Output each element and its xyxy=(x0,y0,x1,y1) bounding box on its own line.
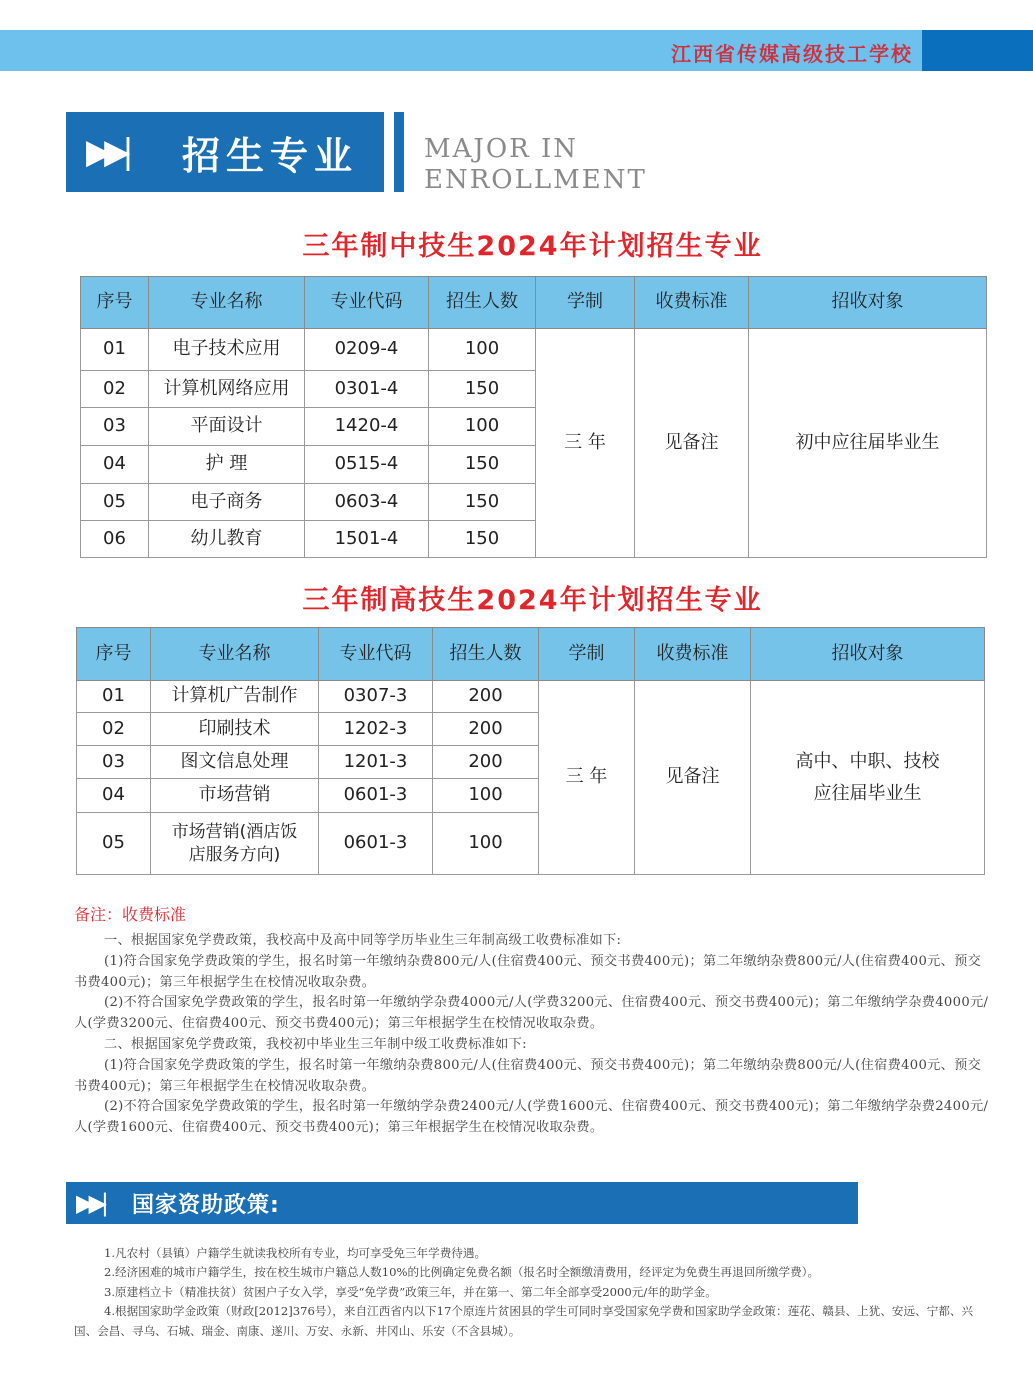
cell: 印刷技术 xyxy=(151,713,319,746)
cell: 市场营销(酒店饭店服务方向) xyxy=(151,813,319,875)
policy-item: 1.凡农村（县镇）户籍学生就读我校所有专业，均可享受免三年学费待遇。 xyxy=(104,1246,487,1260)
table-row xyxy=(81,329,987,371)
table2-title: 三年制高技生2024年计划招生专业 xyxy=(302,585,763,616)
cell: 市场营销 xyxy=(151,779,319,813)
cell: 02 xyxy=(77,713,151,746)
fast-forward-icon: ▶▶| xyxy=(86,132,126,172)
fast-forward-icon: ▶▶| xyxy=(76,1189,103,1217)
cell: 0603-4 xyxy=(305,484,429,521)
cell: 1202-3 xyxy=(319,713,433,746)
cell: 100 xyxy=(433,779,539,813)
notes-heading: 备注：收费标准 xyxy=(74,905,187,924)
column-header: 学制 xyxy=(536,277,635,329)
cell: 幼儿教育 xyxy=(149,521,305,558)
cell: 平面设计 xyxy=(149,408,305,446)
cell: 150 xyxy=(429,484,536,521)
cell: 03 xyxy=(77,746,151,779)
top-bar-accent xyxy=(922,30,1033,71)
column-header: 收费标准 xyxy=(635,277,749,329)
cell: 150 xyxy=(429,446,536,484)
column-header: 招生人数 xyxy=(433,628,539,681)
target-cell xyxy=(749,329,987,558)
target-text: 高中、中职、技校 xyxy=(795,750,940,772)
cell: 03 xyxy=(81,408,149,446)
cell: 1501-4 xyxy=(305,521,429,558)
note-paragraph: 一、根据国家免学费政策，我校高中及高中同等学历毕业生三年制高级工收费标准如下: xyxy=(104,933,622,948)
column-header: 专业代码 xyxy=(305,277,429,329)
target-text: 初中应往届毕业生 xyxy=(795,432,940,453)
note-paragraph: (1)符合国家免学费政策的学生，报名时第一年缴纳杂费800元/人(住宿费400元、预交书费400元)；第二年缴纳杂费800元/人(住宿费400元、预交书费400元)；第三年根据学生在校情况收取杂费。 xyxy=(74,953,982,990)
school-name: 江西省传媒高级技工学校 xyxy=(671,42,913,66)
duration-cell: 三 年 xyxy=(539,681,635,875)
column-header: 收费标准 xyxy=(635,628,751,681)
cell: 0209-4 xyxy=(305,329,429,371)
cell: 100 xyxy=(429,329,536,371)
table1-title: 三年制中技生2024年计划招生专业 xyxy=(302,231,763,262)
note-paragraph: (2)不符合国家免学费政策的学生，报名时第一年缴纳学杂费4000元/人(学费3200元、住宿费400元、预交书费400元)；第二年缴纳学杂费4000元/人(学费3200元、住宿费400元、预交书费400元)；第三年根据学生在校情况收取杂费。 xyxy=(74,995,989,1032)
policy-item: 4.根据国家助学金政策（财政[2012]376号），来自江西省内以下17个原连片贫困县的学生可同时享受国家免学费和国家助学金政策：莲花、赣县、上犹、安远、宁都、兴国、会昌、寻乌、石城、瑞金、南康、遂川、万安、永新、井冈山、乐安（不含县城）。 xyxy=(74,1304,974,1338)
cell: 200 xyxy=(433,713,539,746)
policy-list xyxy=(74,1244,989,1341)
cell: 05 xyxy=(81,484,149,521)
cell: 电子技术应用 xyxy=(149,329,305,371)
column-header: 专业代码 xyxy=(319,628,433,681)
cell: 01 xyxy=(81,329,149,371)
column-header: 专业名称 xyxy=(149,277,305,329)
cell: 图文信息处理 xyxy=(151,746,319,779)
policy-banner xyxy=(66,1182,858,1224)
cell: 01 xyxy=(77,681,151,713)
en-line-1: MAJOR IN xyxy=(424,134,578,164)
column-header: 专业名称 xyxy=(151,628,319,681)
cell: 0301-4 xyxy=(305,371,429,408)
cell: 04 xyxy=(81,446,149,484)
table-advanced-technical xyxy=(76,627,985,875)
policy-item: 2.经济困难的城市户籍学生，按在校生城市户籍总人数10%的比例确定免费名额（报名时全额缴清费用，经评定为免费生再退回所缴学费）。 xyxy=(104,1265,820,1280)
table-secondary-technical xyxy=(80,276,987,558)
target-cell xyxy=(751,681,985,875)
cell: 04 xyxy=(77,779,151,813)
cell: 200 xyxy=(433,681,539,713)
cell: 150 xyxy=(429,521,536,558)
divider xyxy=(394,112,404,192)
column-header: 招生人数 xyxy=(429,277,536,329)
cell: 150 xyxy=(429,371,536,408)
table-row xyxy=(77,681,985,713)
cell: 02 xyxy=(81,371,149,408)
target-text: 应往届毕业生 xyxy=(813,782,922,804)
cell: 06 xyxy=(81,521,149,558)
column-header: 学制 xyxy=(539,628,635,681)
cell: 0601-3 xyxy=(319,779,433,813)
fee-cell: 见备注 xyxy=(635,329,749,558)
section-banner xyxy=(66,112,384,192)
cell: 0601-3 xyxy=(319,813,433,875)
cell: 计算机网络应用 xyxy=(149,371,305,408)
cell: 05 xyxy=(77,813,151,875)
top-bar xyxy=(0,30,1033,71)
cell: 100 xyxy=(429,408,536,446)
section-title: 招生专业 xyxy=(182,133,359,178)
section-title-en xyxy=(424,134,647,196)
note-paragraph: 二、根据国家免学费政策，我校初中毕业生三年制中级工收费标准如下: xyxy=(104,1036,527,1052)
cell: 计算机广告制作 xyxy=(151,681,319,713)
note-paragraph: (1)符合国家免学费政策的学生，报名时第一年缴纳杂费800元/人(住宿费400元、预交书费400元)；第二年缴纳杂费800元/人(住宿费400元、预交书费400元)；第三年根据学生在校情况收取杂费。 xyxy=(74,1057,982,1094)
cell: 100 xyxy=(433,813,539,875)
cell: 0515-4 xyxy=(305,446,429,484)
column-header: 招收对象 xyxy=(749,277,987,329)
duration-cell: 三 年 xyxy=(536,329,635,558)
cell: 1201-3 xyxy=(319,746,433,779)
note-paragraph: (2)不符合国家免学费政策的学生，报名时第一年缴纳学杂费2400元/人(学费1600元、住宿费400元、预交书费400元)；第二年缴纳学杂费2400元/人(学费1600元、住宿费400元、预交书费400元)；第三年根据学生在校情况收取杂费。 xyxy=(74,1099,989,1136)
cell: 护 理 xyxy=(149,446,305,484)
cell: 0307-3 xyxy=(319,681,433,713)
en-line-2: ENROLLMENT xyxy=(424,165,647,195)
column-header: 序号 xyxy=(77,628,151,681)
cell: 200 xyxy=(433,746,539,779)
policy-title: 国家资助政策: xyxy=(132,1192,280,1218)
cell: 1420-4 xyxy=(305,408,429,446)
policy-item: 3.原建档立卡（精准扶贫）贫困户子女入学，享受“免学费”政策三年，并在第一、第二年全部享受2000元/年的助学金。 xyxy=(104,1284,717,1299)
fee-notes xyxy=(74,902,989,1139)
column-header: 序号 xyxy=(81,277,149,329)
fee-cell: 见备注 xyxy=(635,681,751,875)
column-header: 招收对象 xyxy=(751,628,985,681)
cell: 电子商务 xyxy=(149,484,305,521)
